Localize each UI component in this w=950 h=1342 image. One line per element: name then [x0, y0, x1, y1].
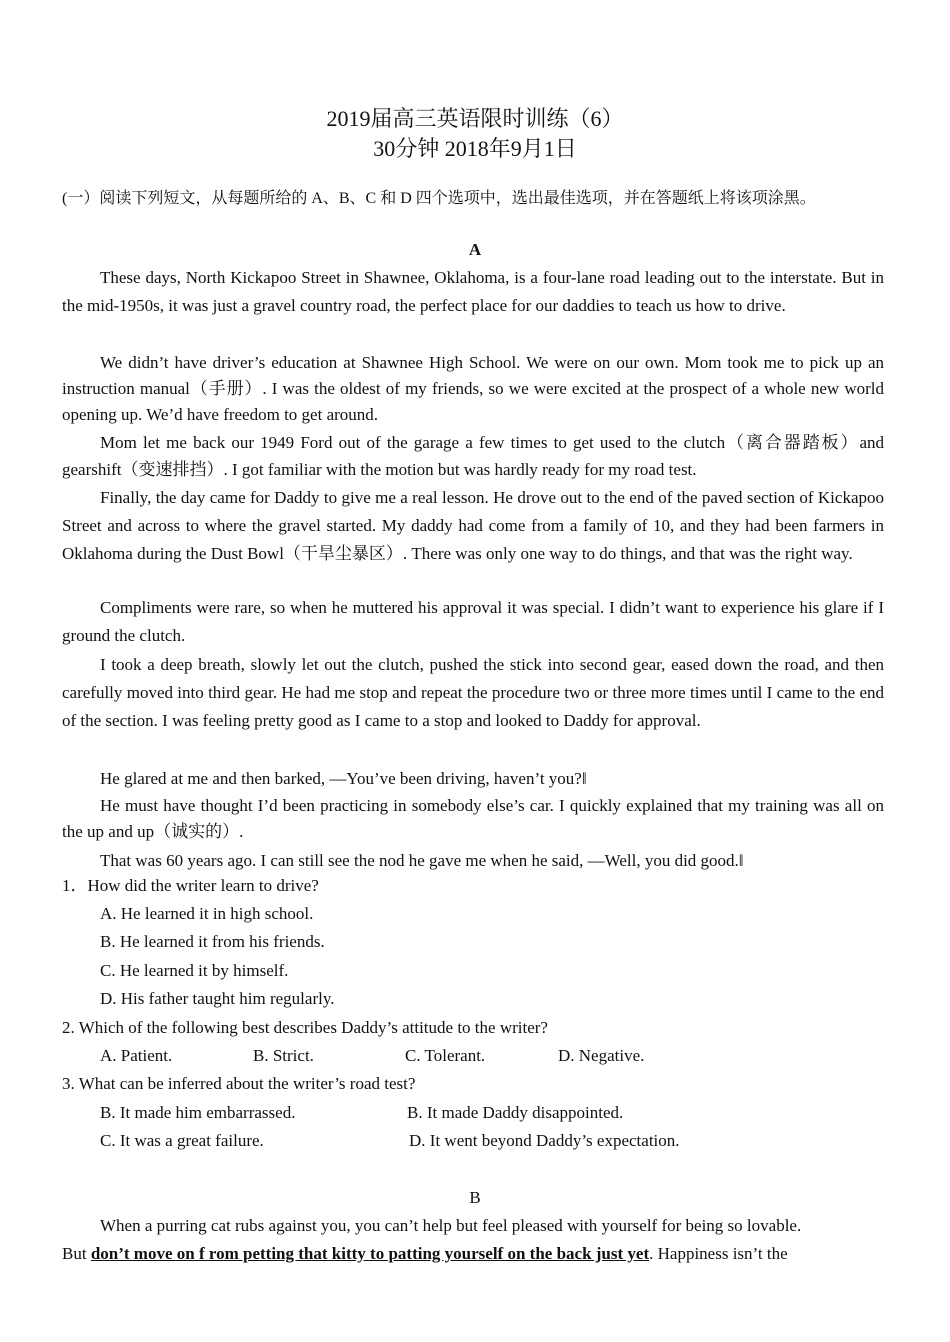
answer-option: A. He learned it in high school.	[100, 904, 314, 923]
question-stem: 3. What can be inferred about the writer’s road test?	[62, 1074, 416, 1093]
passage-a-paragraph: We didn’t have driver’s education at Shawnee High School. We were on our own. Mom took me to pick up an instruction manual（手册）. I was the oldest of my friends, so we were excited at the prospect of a whole new world opening up. We’d have freedom to get around.	[62, 353, 884, 424]
answer-option: C. Tolerant.	[405, 1046, 486, 1065]
passage-a-paragraph: That was 60 years ago. I can still see the nod he gave me when he said, ―Well, you did good.‖	[100, 851, 744, 870]
section-instruction: (一）阅读下列短文，从每题所给的 A、B、C 和 D 四个选项中，选出最佳选项，并在答题纸上将该项涂黑。	[62, 190, 816, 207]
answer-option: A. Patient.	[100, 1046, 173, 1065]
exam-subtitle: 30分钟 2018年9月1日	[373, 136, 577, 161]
answer-option: D. His father taught him regularly.	[100, 989, 335, 1008]
answer-option: D. It went beyond Daddy’s expectation.	[409, 1131, 680, 1150]
answer-option: B. Strict.	[253, 1046, 314, 1065]
passage-a-paragraph: Finally, the day came for Daddy to give me a real lesson. He drove out to the end of the paved section of Kickapoo Street and across to where the gravel started. My daddy had come from a family of 10, and they had been farmers in Oklahoma during the Dust Bowl（干旱尘暴区）. There was only one way to do things, and that was the right way.	[62, 488, 884, 563]
passage-a-paragraph: He glared at me and then barked, ―You’ve been driving, haven’t you?‖	[100, 769, 587, 788]
passage-b-line: When a purring cat rubs against you, you can’t help but feel pleased with yourself for being so lovable.	[100, 1216, 802, 1235]
answer-option: C. It was a great failure.	[100, 1131, 264, 1150]
answer-option: B. It made Daddy disappointed.	[407, 1103, 624, 1122]
passage-b-heading: B	[469, 1188, 481, 1207]
question-stem: 2. Which of the following best describes Daddy’s attitude to the writer?	[62, 1018, 548, 1037]
passage-b-line	[62, 1240, 788, 1268]
exam-title: 2019届高三英语限时训练（6）	[326, 106, 624, 131]
answer-option: B. It made him embarrassed.	[100, 1103, 296, 1122]
underlined-phrase: don’t move on f rom petting that kitty to patting yourself on the back just yet	[90, 1244, 650, 1263]
passage-b-text: . Happiness isn’t the	[649, 1244, 788, 1263]
passage-b-text: But	[62, 1244, 91, 1263]
question-stem: 1．How did the writer learn to drive?	[62, 876, 319, 895]
passage-a-paragraph: Compliments were rare, so when he muttered his approval it was special. I didn’t want to experience his glare if I ground the clutch.	[62, 598, 884, 645]
passage-a-heading: A	[468, 240, 482, 259]
answer-option: B. He learned it from his friends.	[100, 932, 325, 951]
passage-a-paragraph: I took a deep breath, slowly let out the clutch, pushed the stick into second gear, eased down the road, and then carefully moved into third gear. He had me stop and repeat the procedure two or three more times until I came to the end of the section. I was feeling pretty good as I came to a stop and looked to Daddy for approval.	[62, 655, 884, 730]
answer-option: C. He learned it by himself.	[100, 961, 289, 980]
answer-option: D. Negative.	[558, 1046, 645, 1065]
passage-a-paragraph: Mom let me back our 1949 Ford out of the garage a few times to get used to the clutch（离合器踏板）and gearshift（变速排挡）. I got familiar with the motion but was hardly ready for my road test.	[62, 433, 884, 479]
passage-a-paragraph: These days, North Kickapoo Street in Shawnee, Oklahoma, is a four-lane road leading out to the interstate. But in the mid-1950s, it was just a gravel country road, the perfect place for our daddies to teach us how to drive.	[62, 268, 884, 315]
passage-a-paragraph: He must have thought I’d been practicing in somebody else’s car. I quickly explained that my training was all on the up and up（诚实的）.	[62, 796, 884, 841]
